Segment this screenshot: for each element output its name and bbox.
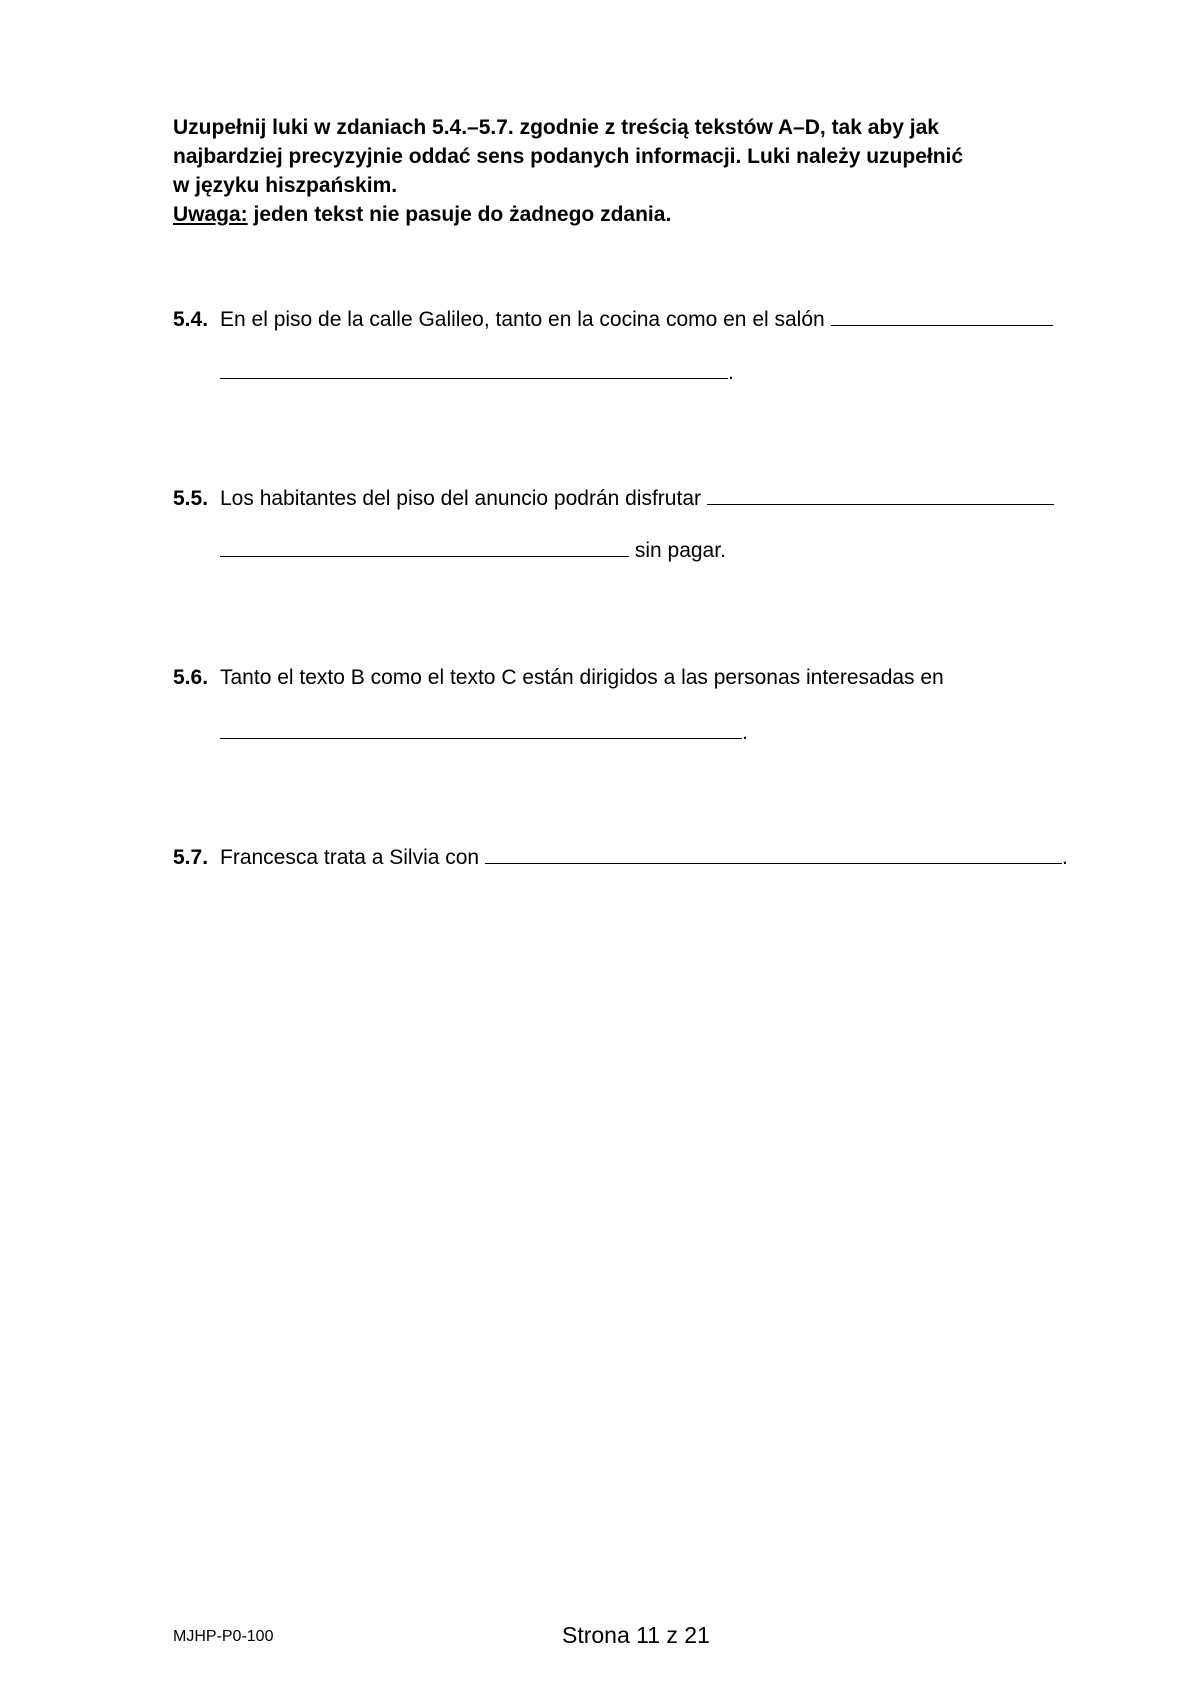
task-number: 5.5. xyxy=(173,487,209,510)
task-5-5 xyxy=(173,484,1103,513)
note-text: jeden tekst nie pasuje do żadnego zdania. xyxy=(247,203,672,226)
task-tail: sin pagar. xyxy=(634,539,726,562)
task-number: 5.6. xyxy=(173,666,209,689)
instruction-line-1: Uzupełnij luki w zdaniach 5.4.–5.7. zgodnie z treścią tekstów A–D, tak aby jak xyxy=(173,116,939,139)
answer-blank[interactable] xyxy=(220,358,728,379)
task-tail: . xyxy=(728,361,734,384)
instruction-line-3: w języku hiszpańskim. xyxy=(173,174,398,197)
answer-blank[interactable] xyxy=(485,843,1062,864)
task-tail: . xyxy=(742,721,748,744)
answer-blank[interactable] xyxy=(220,718,742,739)
task-5-5-continuation xyxy=(220,536,726,565)
task-text: Los habitantes del piso del anuncio podrán disfrutar xyxy=(220,487,701,510)
task-number: 5.4. xyxy=(173,308,209,331)
task-tail: . xyxy=(1061,846,1068,869)
instruction-note xyxy=(173,200,1073,229)
instruction-line-2: najbardziej precyzyjnie oddać sens podanych informacji. Luki należy uzupełnić xyxy=(173,145,964,168)
note-label: Uwaga: xyxy=(173,203,248,226)
instructions xyxy=(173,113,1073,229)
task-5-4-continuation xyxy=(220,358,734,387)
answer-blank[interactable] xyxy=(220,536,629,557)
task-5-7 xyxy=(173,843,1103,872)
answer-blank[interactable] xyxy=(831,305,1053,326)
answer-blank[interactable] xyxy=(707,484,1054,505)
task-text: En el piso de la calle Galileo, tanto en la cocina como en el salón xyxy=(220,308,825,331)
task-5-4 xyxy=(173,305,1103,334)
task-5-6-continuation xyxy=(220,718,748,747)
exam-code: MJHP-P0-100 xyxy=(173,1628,274,1645)
task-text: Francesca trata a Silvia con xyxy=(220,846,480,869)
task-text: Tanto el texto B como el texto C están dirigidos a las personas interesadas en xyxy=(220,666,944,689)
task-5-6 xyxy=(173,664,1103,692)
page-number: Strona 11 z 21 xyxy=(562,1622,710,1648)
task-number: 5.7. xyxy=(173,846,209,869)
